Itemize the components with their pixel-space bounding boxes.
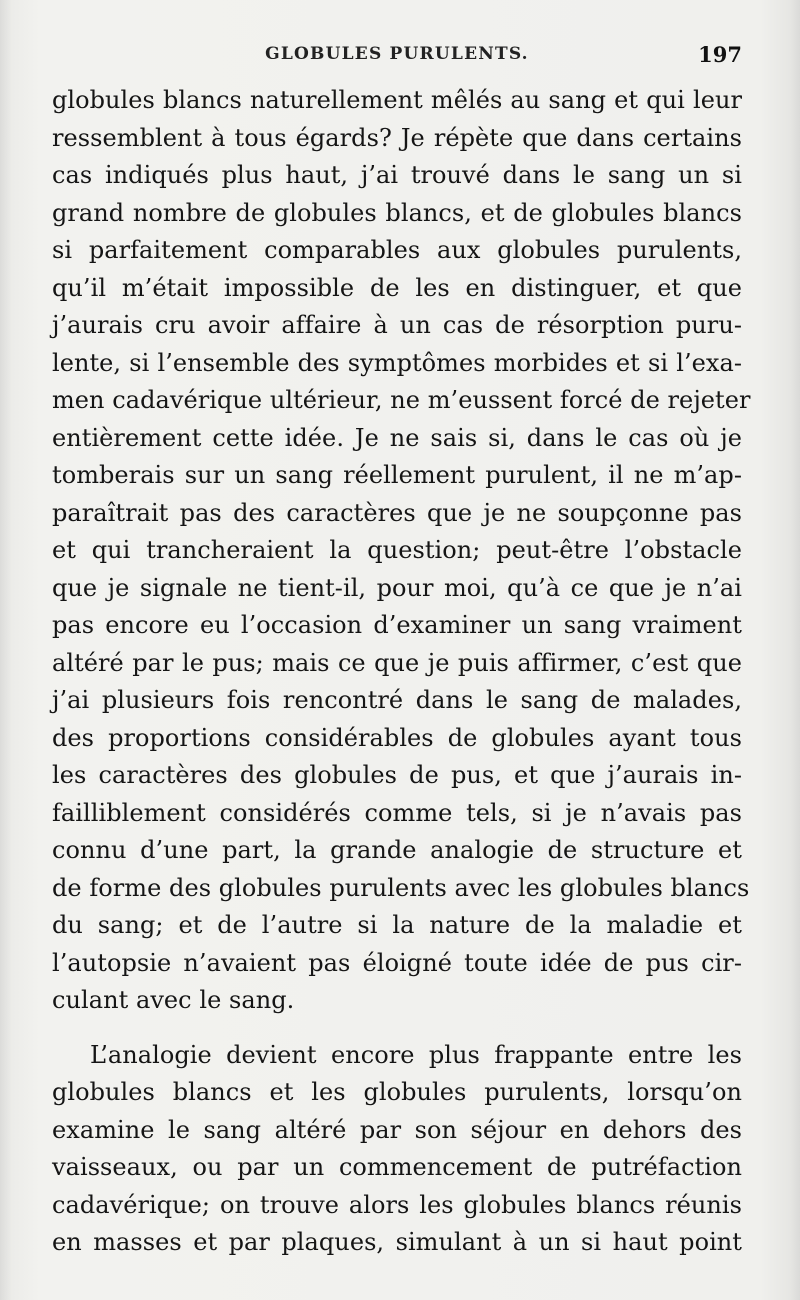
text-line: paraîtrait pas des caractères que je ne soupçonne pas xyxy=(52,498,742,527)
paragraph xyxy=(52,82,751,1020)
text-line: globules blancs et les globules purulents, lorsqu’on xyxy=(52,1078,742,1106)
page-number: 197 xyxy=(698,42,742,67)
paragraph xyxy=(52,1037,742,1262)
text-line: j’ai plusieurs fois rencontré dans le sang de malades, xyxy=(52,686,742,714)
text-line: vaisseaux, ou par un commencement de putréfaction xyxy=(52,1153,742,1181)
text-line: men cadavérique ultérieur, ne m’eussent forcé de rejeter xyxy=(52,386,751,414)
text-line: entièrement cette idée. Je ne sais si, dans le cas où je xyxy=(52,423,742,452)
body-text xyxy=(52,82,751,1262)
text-line: que je signale ne tient-il, pour moi, qu’à ce que je n’ai xyxy=(52,573,742,602)
text-line: et qui trancheraient la question; peut-être l’obstacle xyxy=(52,536,742,564)
text-line: j’aurais cru avoir affaire à un cas de résorption puru- xyxy=(52,311,742,339)
text-line: altéré par le pus; mais ce que je puis affirmer, c’est que xyxy=(52,648,742,677)
text-line: globules blancs naturellement mêlés au sang et qui leur xyxy=(52,86,742,114)
text-line: du sang; et de l’autre si la nature de la maladie et xyxy=(52,911,742,939)
text-line: cas indiqués plus haut, j’ai trouvé dans le sang un si xyxy=(52,161,742,189)
text-line: cadavérique; on trouve alors les globules blancs réunis xyxy=(52,1190,742,1219)
text-line: des proportions considérables de globules ayant tous xyxy=(52,723,742,752)
text-line: ressemblent à tous égards? Je répète que dans certains xyxy=(52,123,742,152)
text-line: tomberais sur un sang réellement purulent, il ne m’ap- xyxy=(52,461,742,489)
text-line: lente, si l’ensemble des symptômes morbides et si l’exa- xyxy=(52,348,742,377)
text-line: si parfaitement comparables aux globules purulents, xyxy=(52,236,742,264)
text-line: connu d’une part, la grande analogie de structure et xyxy=(52,836,742,864)
text-line: de forme des globules purulents avec les globules blancs xyxy=(52,873,750,902)
text-line: failliblement considérés comme tels, si je n’avais pas xyxy=(52,798,742,827)
text-line: l’autopsie n’avaient pas éloigné toute idée de pus cir- xyxy=(52,948,742,977)
page-header xyxy=(52,44,742,74)
running-head: GLOBULES PURULENTS. xyxy=(265,44,529,64)
text-line: en masses et par plaques, simulant à un si haut point xyxy=(52,1228,742,1256)
text-line: L’analogie devient encore plus frappante entre les xyxy=(90,1040,742,1069)
text-line: examine le sang altéré par son séjour en dehors des xyxy=(52,1115,742,1144)
text-line: pas encore eu l’occasion d’examiner un sang vraiment xyxy=(52,611,742,639)
text-line: culant avec le sang. xyxy=(52,986,295,1014)
text-line: grand nombre de globules blancs, et de globules blancs xyxy=(52,198,742,227)
text-line: qu’il m’était impossible de les en distinguer, et que xyxy=(52,273,742,302)
paragraph-gap xyxy=(52,1020,742,1037)
text-line: les caractères des globules de pus, et que j’aurais in- xyxy=(52,761,742,789)
